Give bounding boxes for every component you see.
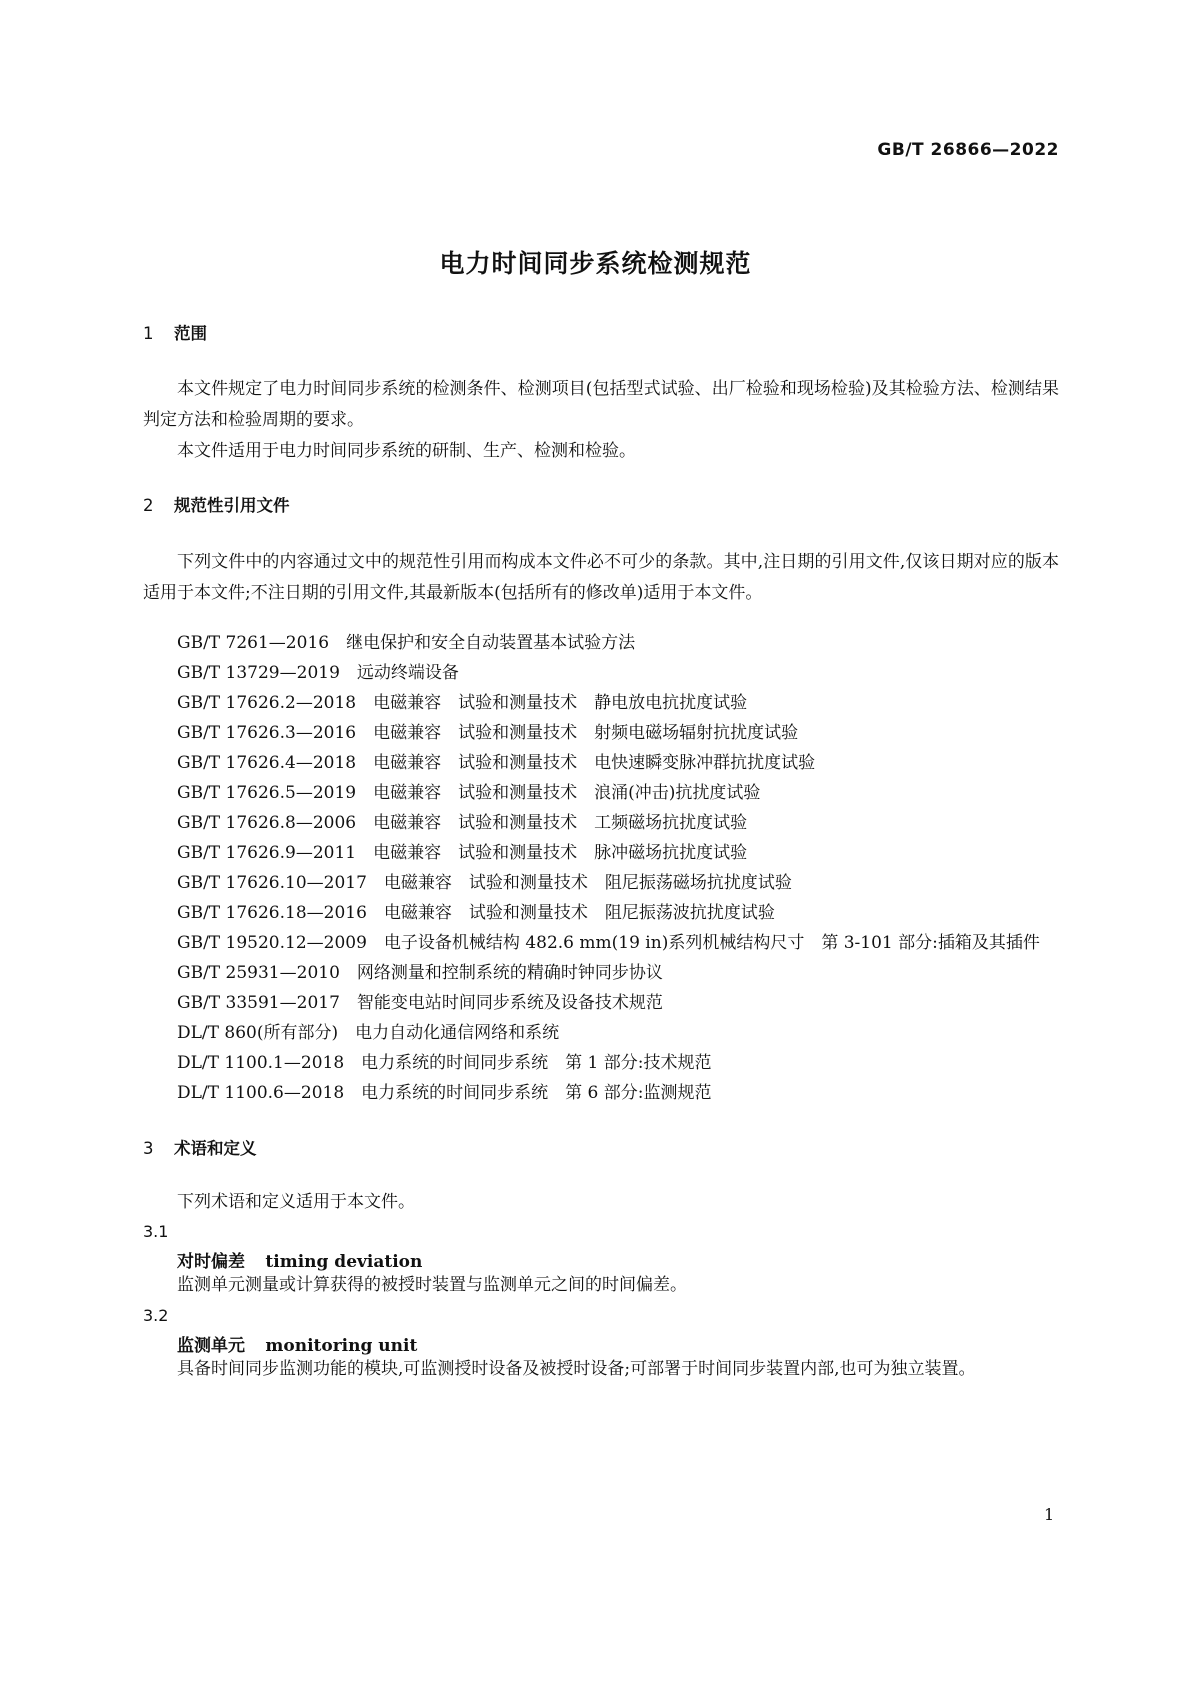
section-number: 2 [143, 496, 154, 515]
section-title: 术语和定义 [174, 1139, 257, 1158]
reference-title: 电磁兼容 试验和测量技术 阻尼振荡磁场抗扰度试验 [383, 873, 792, 893]
reference-title: 电磁兼容 试验和测量技术 静电放电抗扰度试验 [373, 693, 748, 713]
reference-code: GB/T 17626.5—2019 [177, 783, 357, 803]
section-2-heading [143, 492, 290, 516]
section-1-heading [143, 320, 207, 344]
term-heading [177, 1331, 417, 1356]
reference-item [143, 898, 1059, 928]
reference-title: 远动终端设备 [356, 663, 459, 683]
reference-code: GB/T 19520.12—2009 [177, 933, 367, 953]
reference-item [143, 688, 1059, 718]
reference-title: 电子设备机械结构 482.6 mm(19 in)系列机械结构尺寸 第 3-101 部分:插箱及其插件 [383, 933, 1040, 953]
section-number: 3 [143, 1139, 154, 1158]
reference-item [143, 718, 1059, 748]
reference-title: 电力系统的时间同步系统 第 6 部分:监测规范 [361, 1083, 712, 1103]
term-en: timing deviation [265, 1252, 423, 1272]
term-definition: 具备时间同步监测功能的模块,可监测授时设备及被授时设备;可部署于时间同步装置内部,也可为独立装置。 [177, 1359, 976, 1379]
reference-item [143, 928, 1059, 958]
reference-item [143, 838, 1059, 868]
reference-title: 电磁兼容 试验和测量技术 射频电磁场辐射抗扰度试验 [373, 723, 799, 743]
section-3-heading [143, 1135, 257, 1159]
section-title: 规范性引用文件 [174, 496, 290, 515]
page-number: 1 [1044, 1505, 1055, 1524]
reference-code: DL/T 1100.6—2018 [177, 1083, 345, 1103]
term-definition: 监测单元测量或计算获得的被授时装置与监测单元之间的时间偏差。 [177, 1275, 687, 1295]
term-zh: 监测单元 [177, 1336, 245, 1356]
reference-item [143, 658, 1059, 688]
normative-references-list [143, 628, 1059, 1108]
reference-title: 智能变电站时间同步系统及设备技术规范 [356, 993, 663, 1013]
reference-code: GB/T 17626.3—2016 [177, 723, 357, 743]
reference-code: GB/T 17626.9—2011 [177, 843, 357, 863]
reference-code: GB/T 17626.2—2018 [177, 693, 357, 713]
section-2-intro: 下列文件中的内容通过文中的规范性引用而构成本文件必不可少的条款。其中,注日期的引用文件,仅该日期对应的版本适用于本文件;不注日期的引用文件,其最新版本(包括所有的修改单)适用于本文件。 [143, 552, 1059, 603]
reference-item [143, 628, 1059, 658]
section-title: 范围 [174, 324, 207, 343]
reference-item [143, 1048, 1059, 1078]
reference-code: GB/T 7261—2016 [177, 633, 330, 653]
term-heading [177, 1247, 422, 1272]
section-1-paragraph: 本文件适用于电力时间同步系统的研制、生产、检测和检验。 [177, 441, 636, 461]
reference-item [143, 868, 1059, 898]
reference-title: 电磁兼容 试验和测量技术 脉冲磁场抗扰度试验 [373, 843, 748, 863]
term-en: monitoring unit [265, 1336, 418, 1356]
reference-title: 电力自动化通信网络和系统 [355, 1023, 560, 1043]
reference-item [143, 778, 1059, 808]
reference-item [143, 958, 1059, 988]
reference-title: 电磁兼容 试验和测量技术 浪涌(冲击)抗扰度试验 [373, 783, 761, 803]
reference-code: GB/T 17626.4—2018 [177, 753, 357, 773]
standard-number: GB/T 26866—2022 [877, 140, 1059, 160]
reference-item [143, 1018, 1059, 1048]
reference-code: GB/T 17626.10—2017 [177, 873, 367, 893]
reference-code: GB/T 25931—2010 [177, 963, 340, 983]
reference-code: DL/T 1100.1—2018 [177, 1053, 345, 1073]
section-3-intro: 下列术语和定义适用于本文件。 [177, 1192, 415, 1212]
reference-title: 电磁兼容 试验和测量技术 工频磁场抗扰度试验 [373, 813, 748, 833]
reference-title: 网络测量和控制系统的精确时钟同步协议 [356, 963, 663, 983]
reference-title: 电磁兼容 试验和测量技术 阻尼振荡波抗扰度试验 [383, 903, 775, 923]
section-1-paragraph: 本文件规定了电力时间同步系统的检测条件、检测项目(包括型式试验、出厂检验和现场检验)及其检验方法、检测结果判定方法和检验周期的要求。 [143, 379, 1059, 430]
reference-item [143, 988, 1059, 1018]
reference-code: GB/T 13729—2019 [177, 663, 340, 683]
reference-code: GB/T 33591—2017 [177, 993, 340, 1013]
reference-code: GB/T 17626.18—2016 [177, 903, 367, 923]
term-number: 3.1 [143, 1222, 169, 1241]
reference-title: 电磁兼容 试验和测量技术 电快速瞬变脉冲群抗扰度试验 [373, 753, 816, 773]
term-zh: 对时偏差 [177, 1252, 245, 1272]
term-number: 3.2 [143, 1306, 169, 1325]
reference-item [143, 1078, 1059, 1108]
section-number: 1 [143, 324, 154, 343]
reference-code: GB/T 17626.8—2006 [177, 813, 357, 833]
reference-item [143, 748, 1059, 778]
document-title: 电力时间同步系统检测规范 [439, 249, 752, 278]
reference-item [143, 808, 1059, 838]
reference-title: 电力系统的时间同步系统 第 1 部分:技术规范 [361, 1053, 712, 1073]
reference-title: 继电保护和安全自动装置基本试验方法 [346, 633, 636, 653]
reference-code: DL/T 860(所有部分) [177, 1023, 339, 1043]
